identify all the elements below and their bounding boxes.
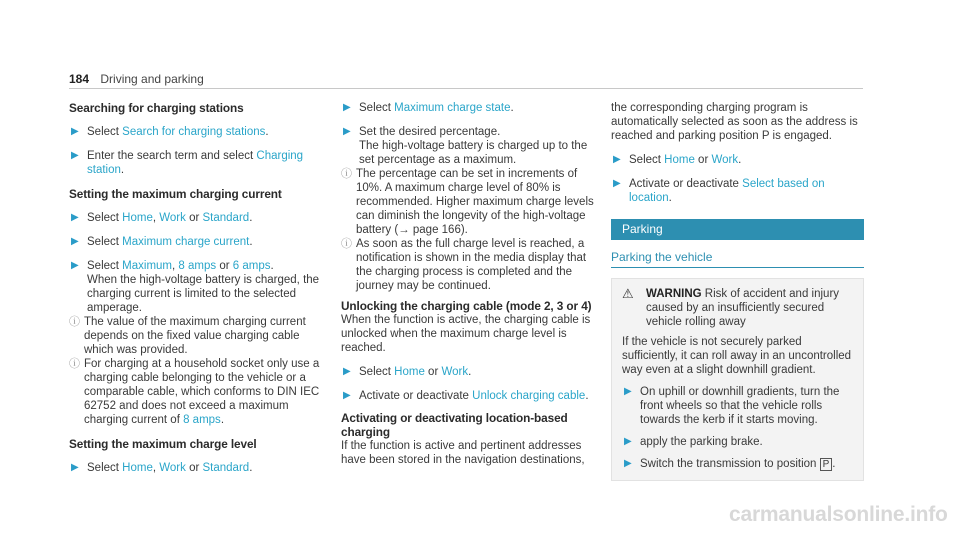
page-header [69, 72, 204, 86]
step-max-charge-state: ▶ Select Maximum charge state. [343, 102, 514, 114]
menu-item-6-amps[interactable]: 6 amps [232, 260, 271, 272]
page-number: 184 [69, 72, 90, 86]
arrow-right-icon: ▶ [71, 260, 79, 271]
step-unlock-cable: ▶ Activate or deactivate Unlock charging cable. [343, 390, 589, 402]
info-note: ⓘ The value of the maximum charging current depends on the fixed value charging cable which was provided. [69, 316, 306, 356]
step-select-profile: ▶ Select Home, Work or Standard. [71, 212, 253, 224]
warning-triangle-icon: ⚠ [622, 286, 634, 301]
menu-item-search-stations[interactable]: Search for charging stations [122, 126, 266, 138]
menu-item-work[interactable]: Work [159, 212, 186, 224]
warning-step: ▶ Switch the transmission to position P . [624, 458, 836, 470]
step-enter-search: ▶ Enter the search term and select Charging station. [71, 150, 304, 176]
menu-item-8-amps[interactable]: 8 amps [178, 260, 217, 272]
menu-item-max-charge-state[interactable]: Maximum charge state [394, 102, 511, 114]
menu-item-standard[interactable]: Standard [202, 462, 250, 474]
arrow-right-icon: ▶ [71, 126, 79, 137]
arrow-right-icon: ▶ [71, 462, 79, 473]
menu-item-home[interactable]: Home [122, 212, 153, 224]
warning-title: WARNING [646, 288, 702, 300]
column-1 [69, 101, 324, 475]
menu-item-work[interactable]: Work [159, 462, 186, 474]
step-set-percentage: ▶ Set the desired percentage. The high-voltage battery is charged up to the set percentage as a maximum. [359, 125, 596, 167]
menu-item-max-current[interactable]: Maximum charge current [122, 236, 250, 248]
heading-max-current: Setting the maximum charging current [69, 187, 282, 201]
header-divider [69, 88, 863, 89]
warning-box [611, 278, 864, 481]
arrow-right-icon: ▶ [71, 150, 79, 161]
heading-unlocking: Unlocking the charging cable (mode 2, 3 or 4) [341, 299, 592, 313]
info-icon: ⓘ [341, 168, 352, 180]
paragraph-continued: the corresponding charging program is automatically selected as soon as the address is reached and parking position P is engaged. [611, 102, 858, 142]
menu-item-charging-station[interactable]: Charging station [87, 150, 304, 176]
menu-item-work[interactable]: Work [711, 154, 739, 166]
arrow-right-icon: ▶ [613, 178, 621, 189]
arrow-right-icon: ▶ [624, 386, 632, 397]
heading-searching: Searching for charging stations [69, 101, 244, 115]
paragraph-location: If the function is active and pertinent addresses have been stored in the navigation destinations, [341, 440, 585, 466]
warning-step: ▶ apply the parking brake. [624, 436, 763, 448]
menu-item-home[interactable]: Home [664, 154, 695, 166]
step-location-select: ▶ Activate or deactivate Select based on location. [613, 178, 825, 204]
step-search-stations: ▶ Select Search for charging stations. [71, 126, 269, 138]
menu-item-8-amps-ref[interactable]: 8 amps [183, 414, 221, 426]
step-description: The high-voltage battery is charged up to the set percentage as a maximum. [359, 140, 588, 166]
header-section: Driving and parking [100, 72, 204, 86]
arrow-right-icon: ▶ [343, 390, 351, 401]
menu-item-home[interactable]: Home [394, 366, 425, 378]
info-note: ⓘ As soon as the full charge level is reached, a notification is shown in the media display that the charging process is completed and the journey may be continued. [341, 238, 587, 292]
heading-max-charge-level: Setting the maximum charge level [69, 437, 257, 451]
arrow-right-icon: ▶ [71, 236, 79, 247]
column-2 [341, 101, 596, 467]
column-3 [611, 101, 864, 481]
info-icon: ⓘ [69, 358, 80, 370]
step-select-profile-level: ▶ Select Home, Work or Standard. [71, 462, 253, 474]
menu-item-select-based-location[interactable]: Select based on location [629, 178, 825, 204]
arrow-right-icon: ▶ [624, 436, 632, 447]
warning-header: ⚠ WARNING Risk of accident and injury caused by an insufficiently secured vehicle rolling away [622, 286, 840, 328]
warning-body: If the vehicle is not securely parked sufficiently, it can roll away in an uncontrolled way even at a slight downhill gradient. [622, 336, 852, 376]
subsection-parking-vehicle: Parking the vehicle [611, 250, 864, 268]
step-description: When the high-voltage battery is charged, the charging current is limited to the selected amperage. [87, 274, 320, 314]
arrow-right-icon: ▶ [343, 126, 351, 137]
section-banner-parking: Parking [611, 219, 864, 240]
step-max-current: ▶ Select Maximum charge current. [71, 236, 253, 248]
menu-item-work[interactable]: Work [441, 366, 469, 378]
park-position-key: P [820, 458, 833, 471]
arrow-right-icon: ▶ [624, 458, 632, 469]
warning-step: ▶ On uphill or downhill gradients, turn the front wheels so that the vehicle rolls towards the kerb if it starts moving. [624, 386, 840, 426]
step-select-home-work: ▶ Select Home or Work. [343, 366, 472, 378]
heading-location-charging: Activating or deactivating location-based charging [341, 411, 568, 439]
info-note: ⓘ For charging at a household socket only use a charging cable belonging to the vehicle or a comparable cable, which conforms to DIN IEC 62752 and does not exceed a maximum charging current of 8 amps. [69, 358, 320, 426]
info-icon: ⓘ [69, 316, 80, 328]
paragraph-unlock: When the function is active, the charging cable is unlocked when the maximum charge level is reached. [341, 314, 591, 354]
step-select-amps: ▶ Select Maximum, 8 amps or 6 amps. When the high-voltage battery is charged, the charging current is limited to the selected amperage. [87, 259, 324, 315]
menu-item-home[interactable]: Home [122, 462, 153, 474]
menu-item-unlock-cable[interactable]: Unlock charging cable [472, 390, 586, 402]
step-select-home-work: ▶ Select Home or Work. [613, 154, 742, 166]
arrow-right-icon: ▶ [343, 366, 351, 377]
arrow-right-icon: ▶ [343, 102, 351, 113]
menu-item-maximum[interactable]: Maximum [122, 260, 173, 272]
info-note: ⓘ The percentage can be set in increments of 10%. A maximum charge level of 80% is recommended. Higher maximum charge levels can diminish the longevity of the high-voltage battery (→ page 166). [341, 168, 594, 236]
arrow-right-icon: ▶ [71, 212, 79, 223]
menu-item-standard[interactable]: Standard [202, 212, 250, 224]
arrow-right-icon: ▶ [613, 154, 621, 165]
info-icon: ⓘ [341, 238, 352, 250]
watermark-logo: carmanualsonline.info [729, 503, 948, 526]
